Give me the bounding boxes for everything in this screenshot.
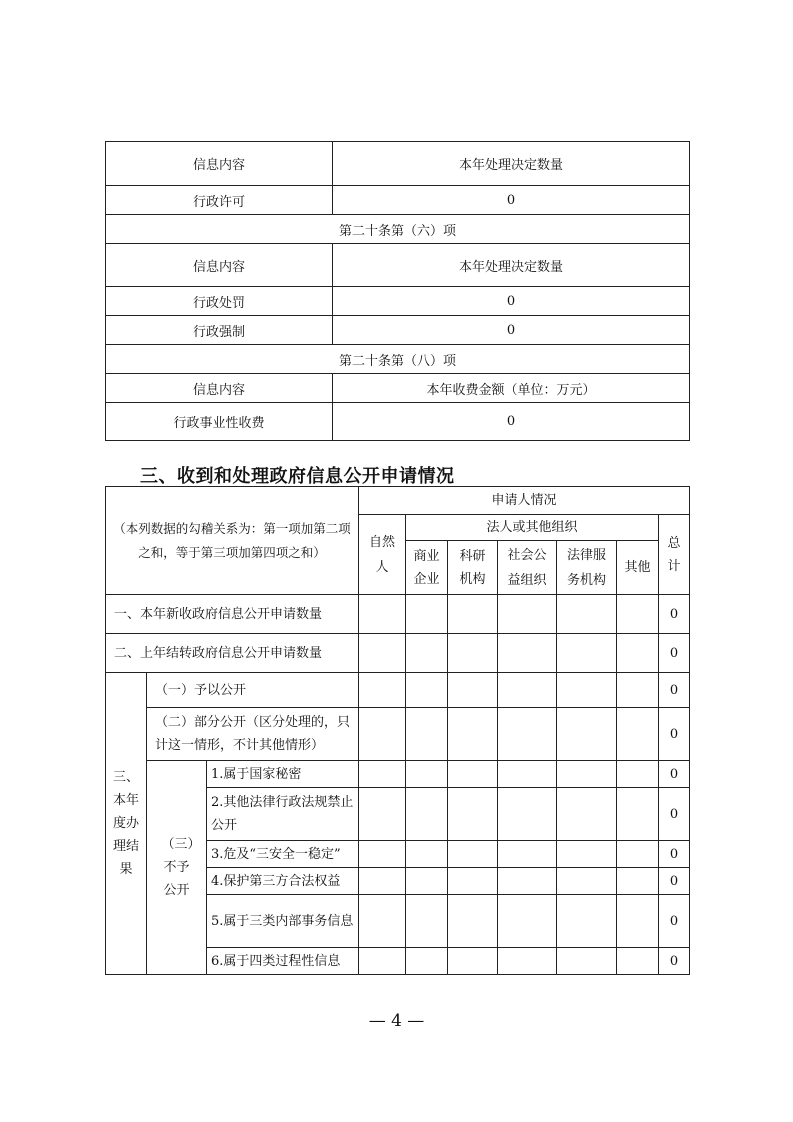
table-cell	[359, 788, 406, 841]
table-cell	[406, 595, 448, 634]
table-row	[106, 708, 690, 761]
table-cell	[359, 634, 406, 673]
table-cell: 0	[333, 287, 690, 316]
row-label: 1.属于国家秘密	[207, 761, 359, 788]
legal-service-header-cell: 法律服务机构	[557, 541, 617, 595]
row-label: 一、本年新收政府信息公开申请数量	[106, 595, 359, 634]
decision-statistics-table	[105, 141, 690, 441]
table-cell	[498, 634, 557, 673]
row-label: 3.危及“三安全一稳定”	[207, 841, 359, 868]
table-cell	[406, 895, 448, 948]
table-cell	[498, 868, 557, 895]
table-cell: 行政许可	[106, 186, 333, 215]
table-cell	[406, 948, 448, 975]
application-statistics-table	[105, 486, 690, 975]
total-cell: 0	[659, 841, 690, 868]
row-label: 5.属于三类内部事务信息	[207, 895, 359, 948]
table-cell	[557, 788, 617, 841]
table-row	[106, 595, 690, 634]
table-cell	[498, 841, 557, 868]
section-title-cell: 第二十条第（六）项	[106, 215, 690, 244]
table-cell	[617, 868, 659, 895]
table-cell	[617, 673, 659, 708]
table-cell	[557, 634, 617, 673]
table-cell	[617, 788, 659, 841]
total-header-cell: 总计	[659, 515, 690, 595]
table-cell: 行政处罚	[106, 287, 333, 316]
table-cell	[557, 841, 617, 868]
table-row	[106, 634, 690, 673]
other-header-cell: 其他	[617, 541, 659, 595]
row-label: 6.属于四类过程性信息	[207, 948, 359, 975]
table-row	[106, 403, 690, 441]
row-label: 2.其他法律行政法规禁止公开	[207, 788, 359, 841]
total-cell: 0	[659, 708, 690, 761]
table-cell: 0	[333, 186, 690, 215]
table-row	[106, 186, 690, 215]
table-cell	[557, 895, 617, 948]
row-label: （一）予以公开	[147, 673, 359, 708]
table-cell	[498, 948, 557, 975]
social-header-cell: 社会公益组织	[498, 541, 557, 595]
table-cell	[448, 948, 498, 975]
table-cell	[406, 634, 448, 673]
table-cell	[359, 895, 406, 948]
table-cell	[498, 895, 557, 948]
table-cell	[406, 868, 448, 895]
table-section-row	[106, 345, 690, 374]
row-label: （二）部分公开（区分处理的，只计这一情形，不计其他情形）	[147, 708, 359, 761]
not-open-group-cell: （三）不予公开	[147, 761, 207, 975]
table-cell	[617, 895, 659, 948]
table-row	[106, 244, 690, 287]
table-header-cell: 信息内容	[106, 374, 333, 403]
table-cell	[557, 595, 617, 634]
table-cell	[359, 761, 406, 788]
table-header-cell: 信息内容	[106, 244, 333, 287]
table-row	[106, 761, 690, 788]
result-group-cell: 三、本年度办理结果	[106, 673, 147, 975]
table-cell	[557, 761, 617, 788]
table-header-row	[106, 487, 690, 515]
table-cell: 行政事业性收费	[106, 403, 333, 441]
total-cell: 0	[659, 948, 690, 975]
table-cell	[557, 948, 617, 975]
table-cell	[617, 948, 659, 975]
table-header-cell: 本年处理决定数量	[333, 244, 690, 287]
applicant-header-cell: 申请人情况	[359, 487, 690, 515]
table-cell	[498, 673, 557, 708]
table-cell	[617, 634, 659, 673]
table-cell	[359, 708, 406, 761]
total-cell: 0	[659, 761, 690, 788]
table-row	[106, 673, 690, 708]
table-cell	[448, 868, 498, 895]
table-cell	[406, 708, 448, 761]
table-header-cell: 本年处理决定数量	[333, 142, 690, 186]
research-header-cell: 科研机构	[448, 541, 498, 595]
total-cell: 0	[659, 895, 690, 948]
total-cell: 0	[659, 595, 690, 634]
table-note-cell: （本列数据的勾稽关系为：第一项加第二项之和，等于第三项加第四项之和）	[106, 487, 359, 595]
table-cell	[359, 948, 406, 975]
table-cell	[359, 673, 406, 708]
table-cell	[557, 708, 617, 761]
table-cell	[448, 634, 498, 673]
table-cell	[448, 788, 498, 841]
total-cell: 0	[659, 788, 690, 841]
table-row	[106, 316, 690, 345]
table-cell	[406, 788, 448, 841]
table-cell	[359, 868, 406, 895]
table-cell: 0	[333, 403, 690, 441]
table-cell	[406, 761, 448, 788]
table-header-cell: 本年收费金额（单位：万元）	[333, 374, 690, 403]
table-cell: 0	[333, 316, 690, 345]
total-cell: 0	[659, 868, 690, 895]
row-label: 4.保护第三方合法权益	[207, 868, 359, 895]
table-cell	[498, 788, 557, 841]
table-header-cell: 信息内容	[106, 142, 333, 186]
row-label: 二、上年结转政府信息公开申请数量	[106, 634, 359, 673]
total-cell: 0	[659, 634, 690, 673]
section-heading: 三、收到和处理政府信息公开申请情况	[140, 466, 455, 487]
table-cell	[448, 761, 498, 788]
table-cell	[617, 595, 659, 634]
table-cell	[557, 868, 617, 895]
table-section-row	[106, 215, 690, 244]
table-cell	[359, 595, 406, 634]
table-row	[106, 142, 690, 186]
table-cell	[448, 841, 498, 868]
table-cell	[498, 595, 557, 634]
table-cell	[498, 708, 557, 761]
legal-org-header-cell: 法人或其他组织	[406, 515, 659, 541]
commercial-header-cell: 商业企业	[406, 541, 448, 595]
table-cell	[498, 761, 557, 788]
table-row	[106, 374, 690, 403]
table-cell	[617, 841, 659, 868]
total-cell: 0	[659, 673, 690, 708]
table-cell	[448, 708, 498, 761]
table-cell	[448, 895, 498, 948]
table-cell	[406, 841, 448, 868]
table-cell	[406, 673, 448, 708]
table-cell	[359, 841, 406, 868]
section-title-cell: 第二十条第（八）项	[106, 345, 690, 374]
table-cell	[557, 673, 617, 708]
natural-person-header-cell: 自然人	[359, 515, 406, 595]
table-row	[106, 287, 690, 316]
table-cell	[617, 761, 659, 788]
table-cell: 行政强制	[106, 316, 333, 345]
table-cell	[617, 708, 659, 761]
table-cell	[448, 595, 498, 634]
page-number: — 4 —	[368, 1011, 425, 1031]
table-cell	[448, 673, 498, 708]
